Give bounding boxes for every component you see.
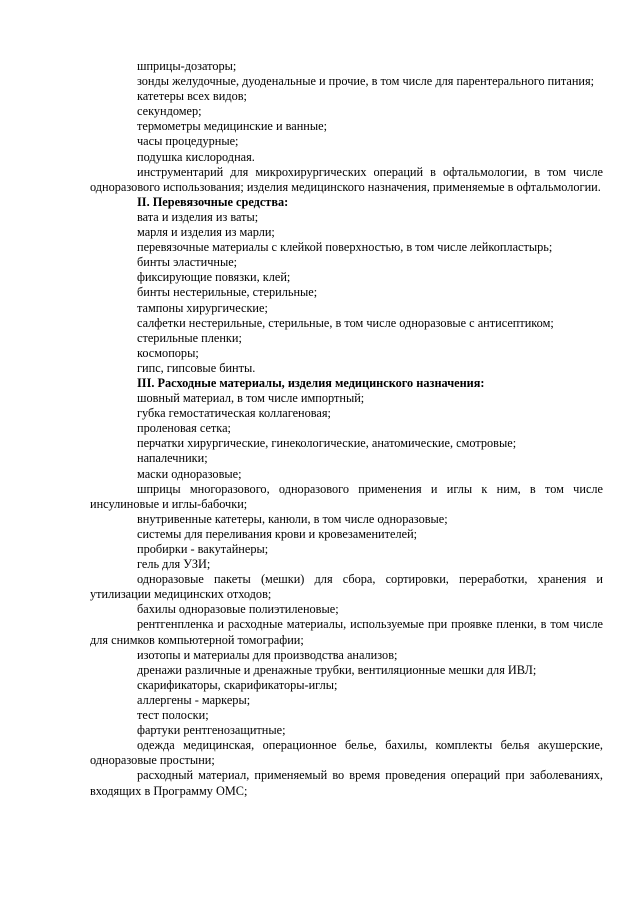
- list-item: тампоны хирургические;: [137, 300, 268, 315]
- list-item: скарификаторы, скарификаторы-иглы;: [137, 677, 338, 692]
- list-item: одноразовые пакеты (мешки) для сбора, сортировки, переработки, хранения и утилизации медицинских отходов;: [90, 572, 603, 602]
- list-item: зонды желудочные, дуоденальные и прочие, в том числе для парентерального питания;: [137, 74, 595, 89]
- list-item: тест полоски;: [137, 708, 209, 723]
- list-item: космопоры;: [137, 345, 199, 360]
- list-item: инструментарий для микрохирургических операций в офтальмологии, в том числе одноразового использования; изделия медицинского назначения, применяемые в офтальмологии.: [90, 164, 603, 194]
- list-item: изотопы и материалы для производства анализов;: [137, 647, 398, 662]
- list-item: напалечники;: [137, 451, 208, 466]
- list-item: стерильные пленки;: [137, 330, 242, 345]
- list-item: расходный материал, применяемый во время проведения операций при заболеваниях, входящих в Программу ОМС;: [90, 768, 603, 798]
- list-item: часы процедурные;: [137, 134, 239, 149]
- list-item: системы для переливания крови и кровезаменителей;: [137, 526, 418, 541]
- list-item: бинты эластичные;: [137, 255, 238, 270]
- list-item: шприцы многоразового, одноразового применения и иглы к ним, в том числе инсулиновые и иглы-бабочки;: [90, 481, 603, 511]
- list-item: фиксирующие повязки, клей;: [137, 270, 291, 285]
- list-item: дренажи различные и дренажные трубки, вентиляционные мешки для ИВЛ;: [137, 662, 537, 677]
- list-item: бахилы одноразовые полиэтиленовые;: [137, 602, 339, 617]
- list-item: аллергены - маркеры;: [137, 692, 251, 707]
- section-heading: III. Расходные материалы, изделия медицинского назначения:: [137, 375, 485, 390]
- list-item: пробирки - вакутайнеры;: [137, 542, 269, 556]
- list-item: шовный материал, в том числе импортный;: [137, 391, 365, 406]
- list-item: одежда медицинская, операционное белье, бахилы, комплекты белья акушерские, одноразовые простыни;: [90, 738, 603, 768]
- list-item: салфетки нестерильные, стерильные, в том числе одноразовые с антисептиком;: [137, 315, 554, 330]
- list-item: рентгенпленка и расходные материалы, используемые при проявке пленки, в том числе для снимков компьютерной томографии;: [90, 617, 603, 647]
- document-body: [90, 59, 603, 799]
- list-item: перевязочные материалы с клейкой поверхностью, в том числе лейкопластырь;: [137, 240, 553, 255]
- list-item: фартуки рентгенозащитные;: [137, 723, 286, 738]
- list-item: подушка кислородная.: [137, 149, 255, 164]
- section-heading: II. Перевязочные средства:: [137, 194, 289, 209]
- list-item: марля и изделия из марли;: [137, 225, 275, 240]
- list-item: губка гемостатическая коллагеновая;: [137, 406, 331, 421]
- list-item: гипс, гипсовые бинты.: [137, 360, 256, 375]
- list-item: перчатки хирургические, гинекологические, анатомические, смотровые;: [137, 436, 517, 451]
- list-item: секундомер;: [137, 104, 202, 119]
- list-item: маски одноразовые;: [137, 466, 242, 481]
- list-item: шприцы-дозаторы;: [137, 59, 237, 73]
- list-item: бинты нестерильные, стерильные;: [137, 285, 318, 300]
- list-item: внутривенные катетеры, канюли, в том числе одноразовые;: [137, 511, 448, 526]
- list-item: катетеры всех видов;: [137, 89, 247, 104]
- list-item: гель для УЗИ;: [137, 557, 211, 572]
- list-item: вата и изделия из ваты;: [137, 209, 259, 224]
- list-item: проленовая сетка;: [137, 421, 231, 436]
- list-item: термометры медицинские и ванные;: [137, 119, 327, 134]
